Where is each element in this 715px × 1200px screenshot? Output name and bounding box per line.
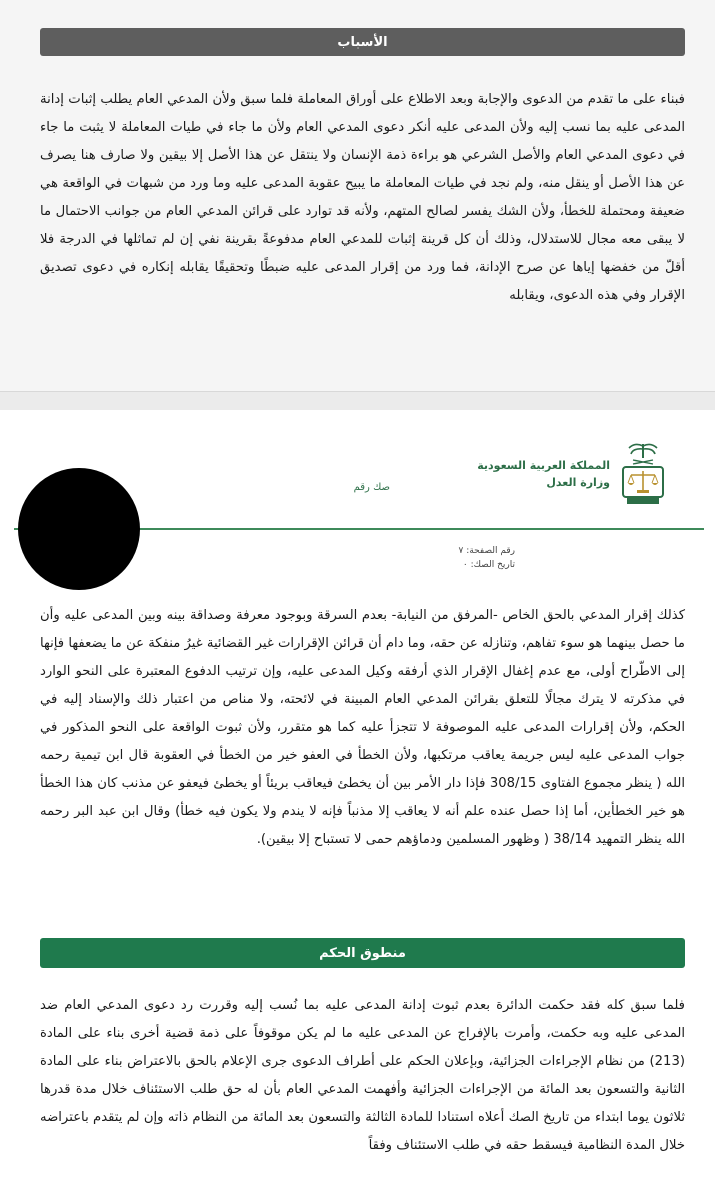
previous-page-fragment (0, 0, 715, 392)
ruling-section-title: منطوق الحكم (319, 945, 406, 961)
ministry-name: المملكة العربية السعودية (477, 459, 610, 472)
reasons-section-title: الأسباب (337, 34, 388, 50)
sak-number-label: صك رقم (353, 482, 390, 493)
judgment-page (0, 410, 715, 1200)
ministry-department: وزارة العدل (546, 476, 610, 489)
reasons-section-header (40, 28, 685, 56)
page-number-label: رقم الصفحة: ٧ (458, 546, 515, 556)
ruling-paragraph: فلما سبق كله فقد حكمت الدائرة بعدم ثبوت إدانة المدعى عليه بما نُسب إليه وقررت رد دعوى المدعي العام ضد المدعى عليه وبه حكمت، وأمرت بالإفراج عن المدعى عليه ما لم يكن موقوفاً على ذمة قضية أخرى بناء على المادة (213) من نظام الإجراءات الجزائية، وبإعلان الحكم على أطراف الدعوى جرى الإعلام بالحق بالاعتراض بناء على المادة الثانية والتسعون بعد المائة من الإجراءات الجزائية وأفهمت المدعي العام بأن له حق طلب الاستئناف خلال مدة قدرها ثلاثون يوما ابتداء من تاريخ الصك أعلاه استنادا للمادة الثالثة والتسعون بعد المائة من النظام ذاته وإن لم يتقدم باعتراضه خلال المدة النظامية فيسقط حقه في طلب الاستئناف وفقاً (40, 998, 685, 1153)
facts-paragraph: كذلك إقرار المدعي بالحق الخاص -المرفق من النيابة- بعدم السرقة وبوجود معرفة وصداقة بينه وبين المدعى عليه وأن ما حصل بينهما هو سوء تفاهم، وتنازله عن حقه، وما دام أن قرائن الإقرارات غير القضائية غيرُ منفكة عن ما يضعفها فإنها إلى الاطّراح أولى، مع عدم إغفال الإقرار الذي أرفقه وكيل المدعى عليه، وإن ترتيب الدفوع المعتبرة على النحو الوارد في مذكرته لا يترك مجالًا للتعلق بقرائن المدعي العام المبينة في لائحته، ولا مناص من اعتبار ذلك والإسناد إليه في الحكم، ولأن إقرارات المدعى عليه الموصوفة لا تتجزأ عليه كما هو متقرر، ولأن ثبوت الواقعة على النحو المذكور في جواب المدعى عليه ليس جريمة يعاقب مرتكبها، ولأن الخطأ في العفو خير من الخطأ في العقوبة قال ابن تيمية رحمه الله ( ينظر مجموع الفتاوى 308/15 فإذا دار الأمر بين أن يخطئ فيعاقب بريئاً أو يخطئ فيعفو عن مذنب كان هذا الخطأ هو خير الخطأين، أما إذا حصل عنده علم أنه لا يعاقب إلا مذنباً فإنه لا يندم ولا يكون فيه خطأ) وقال ابن عبد البر رحمه الله ينظر التمهيد 38/14 ( وظهور المسلمين ودماؤهم حمى لا تستباح إلا بيقين). (40, 608, 686, 847)
page-separator (0, 392, 715, 410)
redaction-circle (18, 468, 140, 590)
ministry-of-justice-emblem-icon (619, 440, 667, 506)
ruling-section-header (40, 938, 685, 968)
reasons-paragraph: فبناء على ما تقدم من الدعوى والإجابة وبعد الاطلاع على أوراق المعاملة فلما سبق ولأن المدعي العام يطلب إثبات إدانة المدعى عليه بما نسب إليه ولأن المدعى عليه أنكر دعوى المدعي العام ولأن ما جاء في طيات المعاملة لا يثبت ما جاء في دعوى المدعي العام والأصل الشرعي هو براءة ذمة الإنسان ولا ينتقل عن هذا الأصل إلا بيقين ولا صارف هنا يصرف عن هذا الأصل أو ينقل منه، ولم نجد في طيات المعاملة ما يبيح عقوبة المدعى عليه وما ورد من شبهات في الواقعة هي ضعيفة ومحتملة للخطأ، ولأن الشك يفسر لصالح المتهم، ولأنه قد توارد على قرائن المدعي العام من جوانب الاحتمال ما لا يبقى معه مجال للاستدلال، وذلك أن كل قرينة إثبات للمدعي العام مدفوعةً بقرينة نفي إن لم تماثلها في الدرجة فلا أقلّ من خفضها إياها عن صرح الإدانة، فما ورد من إقرار المدعى عليه ضبطًا وتحقيقًا يقابله إنكاره في دعوى تصديق الإقرار وفي هذه الدعوى، ويقابله (40, 92, 685, 303)
sak-date-label: تاريخ الصك: ٠ (462, 560, 515, 570)
